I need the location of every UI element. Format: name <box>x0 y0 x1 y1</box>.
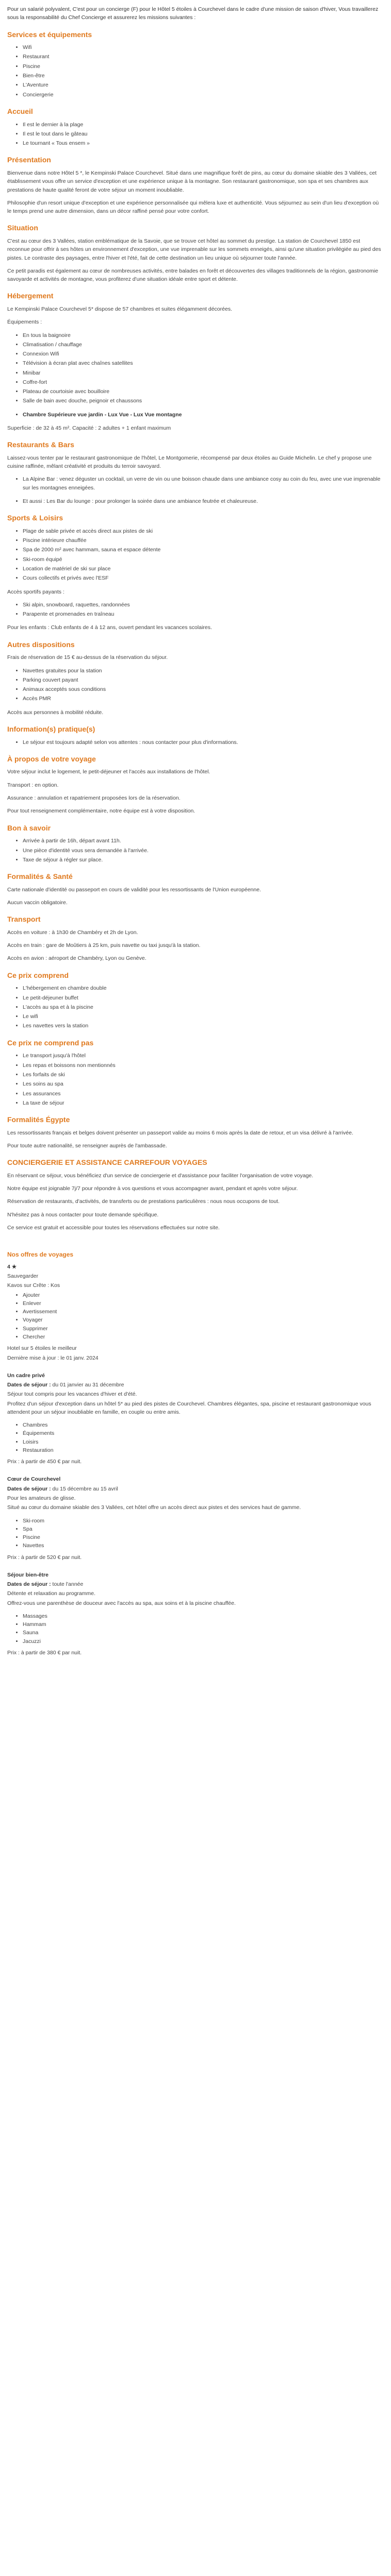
offer-meta-list <box>7 1291 384 1342</box>
sports-sub-item: • Parapente et promenades en traîneau <box>23 610 384 618</box>
formalites-egypte-paragraph: Pour toute autre nationalité, se renseigner auprès de l'ambassade. <box>7 1142 167 1149</box>
autres-list <box>7 667 384 703</box>
sports-sub-list <box>7 601 384 619</box>
restaurants-item: • Et aussi : Les Bar du lounge : pour prolonger la soirée dans une ambiance feutrée et chaleureuse. <box>23 497 384 505</box>
sports-item: • Spa de 2000 m² avec hammam, sauna et espace détente <box>23 546 384 554</box>
conciergerie-paragraph: Réservation de restaurants, d'activités, de transferts ou de prestations particulières : nous nous occupons de tout. <box>7 1198 280 1205</box>
information-list <box>7 738 384 747</box>
hebergement-note-list <box>7 411 384 419</box>
information-title: Information(s) pratique(s) <box>7 724 95 733</box>
offer-date-label: Dates de séjour : <box>7 1485 53 1492</box>
offer-paragraph: Offrez-vous une parenthèse de douceur avec l'accès au spa, aux soins et à la piscine chauffée. <box>7 1600 236 1606</box>
accueil-list <box>7 121 384 148</box>
autres-item: • Parking couvert payant <box>23 676 384 684</box>
services-title: Services et équipements <box>7 30 92 39</box>
situation-paragraph: Ce petit paradis est également au cœur de nombreuses activités, entre balades en forêt et découvertes des villages traditionnels de la région, gastronomie savoyarde et activités de montagne, vous profiterez d'une situation idéale entre sport et détente. <box>7 267 379 283</box>
offer-meta-item: • Supprimer <box>23 1325 384 1333</box>
formalites-paragraph: Carte nationale d'identité ou passeport en cours de validité pour les ressortissants de l'Union européenne. <box>7 886 261 893</box>
services-item: • Conciergerie <box>23 91 384 99</box>
formalites-paragraph: Aucun vaccin obligatoire. <box>7 899 68 906</box>
autres-item: • Accès PMR <box>23 694 384 703</box>
sports-item: • Ski-room équipé <box>23 555 384 564</box>
offer-rating: 4 ★ <box>7 1263 17 1270</box>
services-item: • Piscine <box>23 62 384 71</box>
offer-list-item: • Ski-room <box>23 1517 384 1525</box>
prix-ne-comprend-item: • Les soins au spa <box>23 1080 384 1088</box>
autres-item: • Navettes gratuites pour la station <box>23 667 384 675</box>
sports-sub-item: • Ski alpin, snowboard, raquettes, randonnées <box>23 601 384 609</box>
offer-price: Prix : à partir de 520 € par nuit. <box>7 1554 82 1561</box>
transport-paragraph: Accès en train : gare de Moûtiers à 25 km, puis navette ou taxi jusqu'à la station. <box>7 942 201 949</box>
autres-item: • Animaux acceptés sous conditions <box>23 685 384 693</box>
prix-ne-comprend-item: • Les assurances <box>23 1090 384 1098</box>
hebergement-item: • En tous la baignoire <box>23 331 384 340</box>
prix-comprend-list <box>7 984 384 1030</box>
conciergerie-paragraph: N'hésitez pas à nous contacter pour toute demande spécifique. <box>7 1211 159 1218</box>
offer-list-item: • Piscine <box>23 1533 384 1541</box>
hebergement-item: • Télévision à écran plat avec chaînes satellites <box>23 359 384 367</box>
autres-paragraph: Accès aux personnes à mobilité réduite. <box>7 709 104 716</box>
prix-ne-comprend-item: • Les forfaits de ski <box>23 1071 384 1079</box>
offer-date-label: Dates de séjour : <box>7 1382 53 1388</box>
bon-title: Bon à savoir <box>7 823 51 832</box>
conciergerie-paragraph: Notre équipe est joignable 7j/7 pour répondre à vos questions et vous accompagner avant, pendant et après votre séjour. <box>7 1185 298 1192</box>
hebergement-equipements-label: Équipements : <box>7 319 42 326</box>
offer-title: Séjour bien-être <box>7 1571 48 1578</box>
offer-meta-item: • Enlever <box>23 1299 384 1308</box>
sports-item: • Piscine intérieure chauffée <box>23 536 384 545</box>
bon-item: • Taxe de séjour à régler sur place. <box>23 856 384 864</box>
intro-text: Pour un salarié polyvalent, C'est pour un concierge (F) pour le Hôtel 5 étoiles à Courchevel dans le cadre d'une mission de saison d'hiver, Vous travaillerez sous la responsabilité du Chef Concierge et assurerez les missions suivantes : <box>7 6 379 21</box>
presentation-paragraph: Bienvenue dans notre Hôtel 5 *, le Kempinski Palace Courchevel. Situé dans une magnifique forêt de pins, au cœur du domaine skiable des 3 Vallées, cet établissement vous offre un service d'exception et une expérience unique à la montagne. Son restaurant gastronomique, son spa et ses chambres aux prestations de haute qualité feront de votre séjour un moment inoubliable. <box>7 170 377 193</box>
accueil-item: • Il est le tout dans le gâteau <box>23 130 384 138</box>
apropos-paragraph: Assurance : annulation et rapatriement proposées lors de la réservation. <box>7 795 181 802</box>
accueil-item: • Le tournant « Tous ensem » <box>23 139 384 147</box>
situation-paragraph: C'est au cœur des 3 Vallées, station emblématique de la Savoie, que se trouve cet hôtel au sommet du prestige. La station de Courchevel 1850 est reconnue pour offrir à ses hôtes un environnement d'exception, une vue imprenable sur les sommets enneigés, ainsi qu'une situation privilégiée au pied des pistes. Le contraste des paysages, entre l'hiver et l'été, fait de cette destination un lieu unique où séjourner toute l'année. <box>7 238 381 261</box>
restaurants-title: Restaurants & Bars <box>7 440 74 449</box>
prix-ne-comprend-item: • La taxe de séjour <box>23 1099 384 1107</box>
offer-meta-item: • Voyager <box>23 1316 384 1324</box>
hebergement-item: • Coffre-fort <box>23 378 384 386</box>
offer-list-item: • Chambres <box>23 1421 384 1429</box>
offer-list <box>7 1517 384 1550</box>
sports-paragraph: Accès sportifs payants : <box>7 588 64 595</box>
offer-save-link[interactable]: Sauvegarder <box>7 1273 39 1280</box>
hebergement-item: • Climatisation / chauffage <box>23 341 384 349</box>
offer-date: du 15 décembre au 15 avril <box>52 1485 118 1492</box>
accueil-item: • Il est le dernier à la plage <box>23 121 384 129</box>
services-list <box>7 43 384 99</box>
hebergement-item: • Minibar <box>23 369 384 377</box>
formalites-egypte-title: Formalités Égypte <box>7 1115 70 1124</box>
offer-date-label: Dates de séjour : <box>7 1581 53 1588</box>
offer-paragraph: Situé au cœur du domaine skiable des 3 Vallées, cet hôtel offre un accès direct aux pistes et des services haut de gamme. <box>7 1504 301 1511</box>
autres-paragraph: Frais de réservation de 15 € au-dessus de la réservation du séjour. <box>7 654 168 661</box>
offer-list-item: • Spa <box>23 1525 384 1533</box>
apropos-paragraph: Votre séjour inclut le logement, le petit-déjeuner et l'accès aux installations de l'hôtel. <box>7 769 210 775</box>
offer-list-item: • Hammam <box>23 1620 384 1629</box>
hebergement-item: • Connexion Wifi <box>23 350 384 358</box>
sports-item: • Cours collectifs et privés avec l'ESF <box>23 574 384 582</box>
offer-date: du 01 janvier au 31 décembre <box>52 1382 124 1388</box>
offres-title: Nos offres de voyages <box>7 1251 74 1259</box>
offer-list-item: • Loisirs <box>23 1438 384 1446</box>
services-item: • Wifi <box>23 43 384 52</box>
bon-item: • Une pièce d'identité vous sera demandée à l'arrivée. <box>23 846 384 855</box>
bon-item: • Arrivée à partir de 16h, départ avant 11h. <box>23 837 384 845</box>
sports-list <box>7 527 384 583</box>
situation-title: Situation <box>7 224 38 232</box>
offer-list-item: • Navettes <box>23 1541 384 1550</box>
offer-price: Prix : à partir de 450 € par nuit. <box>7 1459 82 1465</box>
prix-comprend-item: • L'accès au spa et à la piscine <box>23 1003 384 1011</box>
hebergement-item: • Salle de bain avec douche, peignoir et chaussons <box>23 397 384 405</box>
bon-list <box>7 837 384 864</box>
offer-list-item: • Sauna <box>23 1629 384 1637</box>
conciergerie-title: CONCIERGERIE ET ASSISTANCE CARREFOUR VOYAGES <box>7 1158 207 1167</box>
autres-title: Autres dispositions <box>7 640 75 649</box>
prix-comprend-item: • L'hébergement en chambre double <box>23 984 384 992</box>
services-item: • Bien-être <box>23 72 384 80</box>
formalites-title: Formalités & Santé <box>7 872 73 881</box>
offer-note: Hotel sur 5 étoiles le meilleur <box>7 1345 77 1352</box>
offer-card <box>7 1475 384 1561</box>
offer-title: Cœur de Courchevel <box>7 1476 61 1483</box>
transport-title: Transport <box>7 915 41 924</box>
prix-ne-comprend-list <box>7 1052 384 1107</box>
offer-date: toute l'année <box>52 1581 84 1588</box>
prix-comprend-item: • Les navettes vers la station <box>23 1022 384 1030</box>
offer-destination-link[interactable]: Kavos sur Crête : Kos <box>7 1282 60 1289</box>
restaurants-paragraph: Laissez-vous tenter par le restaurant gastronomique de l'hôtel, Le Montgomerie, récompensé par deux étoiles au Guide Michelin. Le chef y propose une cuisine raffinée, mêlant créativité et produits du terroir savoyard. <box>7 454 372 470</box>
offer-list <box>7 1421 384 1454</box>
hebergement-paragraph: Le Kempinski Palace Courchevel 5* dispose de 57 chambres et suites élégamment décorées. <box>7 306 232 313</box>
sports-title: Sports & Loisirs <box>7 514 63 522</box>
offer-card <box>7 1571 384 1657</box>
offer-date: Dernière mise à jour : le 01 janv. 2024 <box>7 1354 99 1361</box>
prix-comprend-item: • Le wifi <box>23 1012 384 1021</box>
information-item: • Le séjour est toujours adapté selon vos attentes : nous contacter pour plus d'informations. <box>23 738 384 747</box>
apropos-paragraph: Pour tout renseignement complémentaire, notre équipe est à votre disposition. <box>7 808 196 815</box>
hebergement-item: • Plateau de courtoisie avec bouilloire <box>23 387 384 396</box>
formalites-egypte-paragraph: Les ressortissants français et belges doivent présenter un passeport valide au moins 6 mois après la date de retour, et un visa délivré à l'arrivée. <box>7 1129 353 1136</box>
offer-card <box>7 1263 384 1362</box>
hebergement-list <box>7 331 384 405</box>
sports-item: • Location de matériel de ski sur place <box>23 565 384 573</box>
offer-intro: Détente et relaxation au programme. <box>7 1590 96 1597</box>
services-item: • L'Aventure <box>23 81 384 89</box>
offer-title: Un cadre privé <box>7 1372 45 1379</box>
apropos-title: À propos de votre voyage <box>7 754 96 763</box>
offer-list-item: • Restauration <box>23 1446 384 1454</box>
prix-ne-comprend-item: • Les repas et boissons non mentionnés <box>23 1061 384 1070</box>
hebergement-title: Hébergement <box>7 292 54 300</box>
offer-list-item: • Massages <box>23 1612 384 1620</box>
offer-list-item: • Équipements <box>23 1429 384 1437</box>
offer-price: Prix : à partir de 380 € par nuit. <box>7 1649 82 1656</box>
transport-paragraph: Accès en voiture : à 1h30 de Chambéry et 2h de Lyon. <box>7 929 138 936</box>
sports-paragraph: Pour les enfants : Club enfants de 4 à 12 ans, ouvert pendant les vacances scolaires. <box>7 624 212 631</box>
accueil-title: Accueil <box>7 107 33 115</box>
hebergement-note: Superficie : de 32 à 45 m². Capacité : 2 adultes + 1 enfant maximum <box>7 425 171 431</box>
offer-meta-item: • Ajouter <box>23 1291 384 1299</box>
restaurants-list <box>7 475 384 505</box>
apropos-paragraph: Transport : en option. <box>7 782 59 788</box>
prix-ne-comprend-item: • Le transport jusqu'à l'hôtel <box>23 1052 384 1060</box>
offer-meta-item: • Chercher <box>23 1333 384 1341</box>
offer-list-item: • Jacuzzi <box>23 1637 384 1646</box>
services-item: • Restaurant <box>23 53 384 61</box>
offer-paragraph: Profitez d'un séjour d'exception dans un hôtel 5* au pied des pistes de Courchevel. Chambres élégantes, spa, piscine et restaurant gastronomique vous attendent pour un séjour inoubliable en famille, en couple ou entre amis. <box>7 1400 371 1415</box>
offer-meta-item: • Avertissement <box>23 1308 384 1316</box>
offer-list <box>7 1612 384 1646</box>
hebergement-note-label: • Chambre Supérieure vue jardin - Lux Vue - Lux Vue montagne <box>23 411 384 419</box>
prix-comprend-title: Ce prix comprend <box>7 971 69 979</box>
prix-ne-comprend-title: Ce prix ne comprend pas <box>7 1038 94 1047</box>
conciergerie-paragraph: En réservant ce séjour, vous bénéficiez d'un service de conciergerie et d'assistance pour faciliter l'organisation de votre voyage. <box>7 1172 314 1179</box>
transport-paragraph: Accès en avion : aéroport de Chambéry, Lyon ou Genève. <box>7 955 146 962</box>
conciergerie-paragraph: Ce service est gratuit et accessible pour toutes les réservations effectuées sur notre site. <box>7 1225 220 1231</box>
restaurants-item: • La Alpine Bar : venez déguster un cocktail, un verre de vin ou une boisson chaude dans une ambiance cosy au coin du feu, avec une vue imprenable sur les montagnes enneigées. <box>23 475 384 492</box>
presentation-paragraph: Philosophie d'un resort unique d'exception et une expérience personnalisée qui mêlera luxe et authenticité. Vous séjournez au sein d'un lieu d'exception où le temps prend une autre dimension, dans un décor raffiné pensé pour votre confort. <box>7 199 379 215</box>
offer-intro: Séjour tout compris pour les vacances d'hiver et d'été. <box>7 1391 137 1398</box>
prix-comprend-item: • Le petit-déjeuner buffet <box>23 994 384 1002</box>
offer-card <box>7 1371 384 1466</box>
sports-item: • Plage de sable privée et accès direct aux pistes de ski <box>23 527 384 535</box>
offer-intro: Pour les amateurs de glisse. <box>7 1495 76 1501</box>
presentation-title: Présentation <box>7 156 51 164</box>
